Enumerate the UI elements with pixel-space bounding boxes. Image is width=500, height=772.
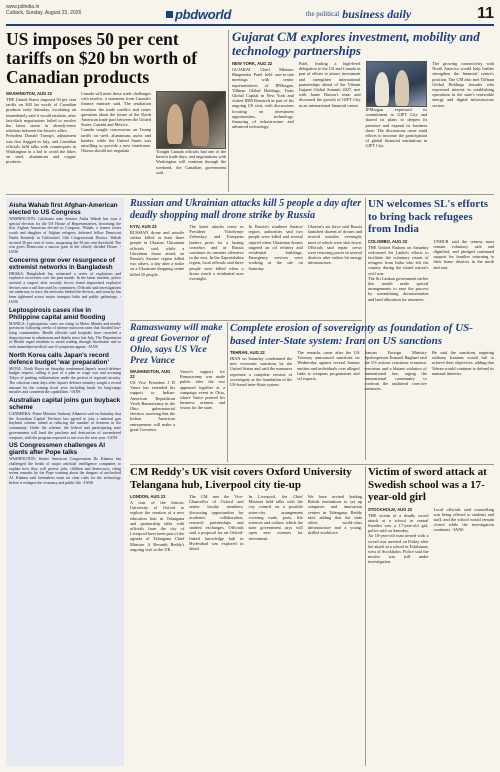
article-headline[interactable]: UN welcomes SL's efforts to bring back refugees from India [368, 198, 489, 235]
article-photo [366, 61, 428, 107]
article-headline[interactable]: Ramaswamy will make a great Governor of Ohio, says US Vice Prez Vance [130, 322, 223, 366]
brief-item [9, 442, 121, 485]
site-url[interactable]: www.pdindia.in [6, 4, 40, 10]
publication-logo: the political business daily [306, 7, 412, 21]
article-headline[interactable]: Russian and Ukrainian attacks kill 5 people a day after deadly shopping mall drone strike by Russia [130, 198, 362, 221]
section-rule [130, 320, 362, 321]
body-paragraph: UNHCR said the returns must remain voluntary, safe and dignified, and pledged continued support for families returning to their home districts in the north and east. [433, 238, 494, 270]
body-paragraph: An 18-year-old man armed with a sword was arrested on Friday after the attack at a school in Eskilstuna, west of Stockholm. Police said the motive was still under investigation. [368, 533, 429, 565]
brief-headline[interactable]: North Korea calls Japan's record defence budget 'war preparation' [9, 351, 109, 366]
dateline: WASHINGTON, AUG 22 [6, 91, 53, 96]
body-paragraph: Iranian Foreign Ministry Spokesperson Esmaeil Baghaei said the US actions constitute economic terrorism and a blatant violation of international law, urging the international community to confront the unilateral coercive measures. [364, 350, 427, 392]
location-date: Cuttack, Sunday, August 23, 2026 [6, 10, 82, 16]
page-number: 11 [477, 5, 494, 22]
body-paragraph: President Donald Trump's adjustment was first flagged in July, and Canadian officials held talks with counterparts in Washington in a bid to avoid the hikes on steel, aluminium and copper products. [6, 133, 76, 165]
brief-item [9, 397, 121, 440]
article-headline[interactable]: CM Reddy's UK visit covers Oxford University Telangana hub, Liverpool city tie-up [130, 466, 352, 491]
body-paragraph: Tonight Canada officials had one of the busiest trade days, and negotiations with Washington will continue through the weekend, the Canadian government said. [156, 149, 226, 175]
article-ramaswamy [130, 322, 225, 462]
body-paragraph: In Liverpool, the Chief Minister held talks with the city council on a possible sister-city arrangement covering trade, ports, life sciences and culture, which the state government says will open new avenues for investment. [248, 494, 303, 541]
section-square-icon [166, 11, 173, 18]
dateline: WASHINGTON, AUG 22 [130, 369, 171, 379]
body-paragraph: The growing connectivity with North America would help further strengthen the financial centre's position. The CM also met Tillman Global Holdings founder who expressed interest in establishing operations in the state's renewable energy and digital infrastructure sectors. [432, 61, 494, 108]
brief-text: MANILA: Leptospirosis cases are rising in Metro Manila and nearby provinces following weeks of intense monsoon rains that flooded low-lying communities. Health officials said hospitals have recorded a sharp increase in admissions and deaths since late July. The Department of Health urged residents to avoid wading through floodwater and to seek immediate medical care if symptoms appear. -IANS [9, 321, 121, 350]
brief-text: SEOUL: North Korea on Saturday condemned Japan's record defence budget request, calling it part of a plan to wage war and accusing Tokyo of pushing militarisation under the pretext of regional security. The criticism came days after Japan's defence ministry sought a record amount for the coming fiscal year, including funds for long-range missiles and counterstrike capabilities. -IANS [9, 366, 121, 395]
body-paragraph: IRAN on Saturday condemned the new economic sanctions by the United States and said the measures represent a complete erosion of sovereignty as the foundation of the US-based inter-State system. [230, 356, 293, 388]
photo-figure [167, 104, 183, 144]
article-iran-sanctions [230, 322, 494, 462]
body-paragraph: Canada sought concessions on Trump tariffs on steel, aluminium, autos and lumber, while the United States was unwilling to provide a new timeframe. Ottawa should not negotiate. [81, 127, 151, 154]
dateline: LONDON, AUG 22 [130, 494, 166, 499]
brief-text: WASHINGTON: Senior American Congressman Ro Khanna has challenged the heads of major artificial intelligence companies to explain how they will protect jobs, children and democracy, citing recent remarks by the Pope warning about the dangers of unchecked AI. Khanna said lawmakers must set clear rules for the technology before it reshapes the economy and public life. -IANS [9, 457, 121, 485]
article-headline[interactable]: Complete erosion of sovereignty as foundation of US-based inter-State system: Iran on US sanctions [230, 322, 473, 347]
article-sweden-attack [368, 466, 494, 766]
body-paragraph: A tour of the historic University of Oxford to explore the creation of a new education hub in Telangana and partnership talks with officials from the city of Liverpool have been part of the agenda of Telangana Chief Minister A Revanth Reddy's ongoing visit to the UK. [130, 500, 185, 552]
body-paragraph: GUJARAT Chief Minister Bhupendra Patel held one-to-one meetings with senior representatives of JPMorgan, Tillman Global Holdings, Trans Global Capital in New York and visited IBM Research as part of his ongoing US visit, with discussions focusing on investment opportunities, technology, financing of infrastructure and advanced technology. [232, 67, 294, 130]
brief-headline[interactable]: Australian capital joins gun buyback scheme [9, 396, 121, 411]
body-paragraph: Patel, leading a high-level delegation to the US and Canada as part of efforts to attract investment and strengthen international partnerships ahead of the Vibrant Gujarat Global Summit 2027, met with Jamie Dimon's team and discussed the growth of GIFT City as an international financial centre. [298, 61, 361, 108]
body-paragraph: JPMorgan expressed its commitment to GIFT City and shared its plans to deepen its presence and expand its business there. The discussions came amid efforts to increase the participation of global financial institutions in GIFT City. [365, 107, 428, 149]
column-rule [228, 30, 229, 192]
article-photo [156, 91, 226, 149]
body-paragraph: Ukraine's air force said Russia launched dozens of drones and several missiles overnight, most of which were shot down. Officials said repair crews were restoring power in several districts after strikes hit energy infrastructure. [307, 224, 362, 266]
masthead [6, 4, 494, 26]
body-paragraph: The remarks came after the US Treasury announced sanctions on Wednesday against several Iranian entities and individuals over alleged links to weapons programmes and oil exports. [297, 350, 360, 382]
body-paragraph: We have invited leading British institutions to set up campuses and innovation centres in Telangana, Reddy said, adding that the state offers world-class infrastructure and a young, skilled workforce. [307, 494, 362, 536]
brief-headline[interactable]: Leptospirosis cases rise in Philippine capital amid flooding [9, 306, 106, 321]
body-paragraph: Canada will meet these trade challenges with resolve, a statement from Canada's finance minister said. The retaliation escalates the trade conflict and raises questions about the future of the North American trade pact between the United States, Canada and Mexico. [81, 91, 151, 128]
section-title: pbdworld [166, 7, 231, 22]
body-paragraph: Vance's support for Ramaswamy was made public after the two appeared together at a campaign event in Ohio, where Vance praised his business acumen and vision for the state. [180, 369, 225, 411]
photo-figure [395, 70, 409, 106]
brief-headline[interactable]: Aisha Wahab first Afghan-American elected to US Congress [9, 202, 118, 216]
body-paragraph: THE United Nations on Saturday welcomed Sri Lanka's efforts to facilitate the voluntary return of refugees from India who left the country during the island nation's civil war. [368, 244, 429, 276]
dateline: STOCKHOLM, AUG 22 [368, 506, 413, 512]
brief-item [9, 352, 121, 395]
brief-item [9, 307, 121, 350]
section-rule [6, 194, 494, 195]
body-paragraph: THE United States imposed 50 per cent tariffs on $20 bn worth of Canadian products early Saturday, escalating an immediately said it would retaliate, after last-ditch negotiations failed to resolve the latest strain in already-tense relations between the historic allies. [6, 97, 76, 134]
column-rule [227, 322, 228, 462]
body-paragraph: Local officials said counselling was being offered to students and staff, and the school would remain closed while the investigation continues. -IANS [433, 506, 494, 533]
body-paragraph: In Russia's southern Saratov region, authorities said two people were killed and several injured when Ukrainian drones targeted an oil refinery and residential buildings. Emergency services were working at the site on Saturday. [248, 224, 303, 271]
brief-text: CANBERRA: Prime Minister Anthony Albanese said on Saturday that the Australian Capital Territory has agreed to join a national gun buyback scheme aimed at reducing the number of firearms in the community. Under the scheme, the federal and participating state governments will fund the purchase and destruction of surrendered weapons, with the program expected to run over the next year. -IANS [9, 411, 121, 440]
dateline: NEW YORK, AUG 22 [232, 61, 273, 66]
body-paragraph: He said the sanctions targeting ordinary Iranians would fail to achieve their objectives, adding that Tehran would continue to defend its national interests. [431, 350, 494, 376]
body-paragraph: The latest attacks come as President Volodymyr Zelenskyy and European leaders press for a lasting ceasefire, and as Russia continues its summer offensive in the east. In the Zaporizhzhia region, local officials said three people were killed when a drone struck a residential area overnight. [189, 224, 244, 282]
body-paragraph: The Sri Lankan government earlier this month made special arrangements to ease the process by streamlining documentation and land allocation for returnees. [368, 275, 429, 302]
body-paragraph: The CM met the Vice-Chancellor of Oxford and senior faculty members, discussing opportunities for academic collaboration, research partnerships and student exchanges. Officials said a proposal for an Oxford-linked knowledge hub in Hyderabad was explored in detail. [189, 494, 244, 552]
body-paragraph: THE victim of a deadly sword attack at a school in central Sweden was a 17-year-old girl, police said on Saturday. [368, 512, 429, 534]
photo-figure [375, 72, 389, 106]
news-briefs-column [6, 198, 124, 766]
column-rule [365, 466, 366, 766]
masthead-info [6, 4, 81, 16]
body-paragraph: RUSSIAN drone and missile strikes killed at least three people in Ukraine, Ukrainian officials said, while a Ukrainian drone attack on Russia's Saratov region killed two others, a day after a strike on a Ukrainian shopping centre killed 10 people. [130, 230, 185, 277]
body-paragraph: US Vice President J D Vance has extended his support to Indian-American Republican Vivek Ramaswamy in the Ohio gubernatorial election, asserting that the Indian American entrepreneur will make a great Governor. [130, 380, 175, 432]
brief-item [9, 257, 121, 305]
brief-text: WASHINGTON: California state Senator Aisha Wahab has won a special election for the US House of Representatives, becoming the first Afghan American elected to Congress. Wahab, a former foster youth and daughter of Afghan refugees, defeated fellow Democrat Nadia Kennedy in California's 14th Congressional District. Wahab secured 56 per cent of votes, surpassing the 50 per cent threshold. The win gives Democrats a narrow gain in the closely divided House. -IANS [9, 217, 121, 254]
dateline: TEHRAN, AUG 22 [230, 350, 265, 355]
dateline: COLOMBO, AUG 22 [368, 238, 408, 244]
article-russia-ukraine [130, 198, 362, 318]
photo-figure [191, 100, 209, 146]
article-telangana-cm-uk [130, 466, 362, 766]
brief-text: DHAKA: Bangladesh has witnessed a series of explosions and explosive recoveries over the past month. In the latest incident, police arrested a suspect after security forces found improvised explosive devices near a rail line used by commuters. Officials said investigations are underway to trace the networks behind the devices, and security has been tightened across major transport hubs and public gatherings. -IANS [9, 271, 121, 304]
section-rule [130, 464, 494, 465]
brief-item [9, 202, 121, 255]
article-headline[interactable]: Victim of sword attack at Swedish school was a 17-year-old girl [368, 466, 487, 503]
article-headline[interactable]: Gujarat CM explores investment, mobility and technology partnerships [232, 30, 480, 58]
article-headline[interactable]: US imposes 50 per cent tariffs on $20 bn worth of Canadian products [6, 30, 198, 87]
brief-headline[interactable]: US Congressmen challenges AI giants after Pope talks [9, 442, 106, 457]
article-us-tariffs-canada [6, 30, 226, 192]
brief-headline[interactable]: Concerns grow over resurgence of extremist networks in Bangladesh [9, 256, 115, 271]
dateline: KYIV, AUG 22 [130, 224, 157, 229]
article-gujarat-cm [232, 30, 494, 190]
